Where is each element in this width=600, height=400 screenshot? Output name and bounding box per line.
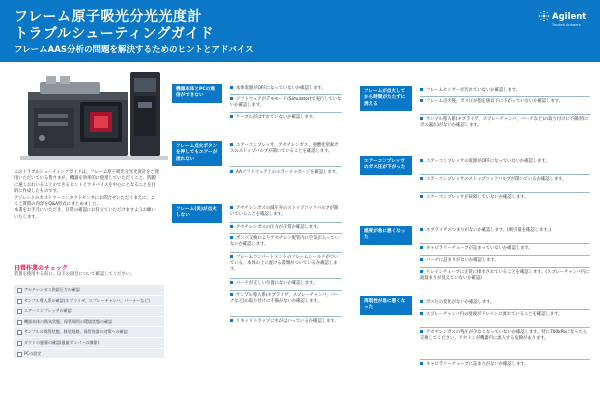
symptom-label-low-sensitivity: 感度が急に悪くなった — [360, 226, 412, 245]
bullet-icon — [420, 228, 423, 231]
agilent-logo — [538, 8, 594, 52]
check-item: エアーコンプレッサのストップコックバルブが開いているか確認します。 — [420, 177, 590, 183]
daily-check-item: PCの設定 — [14, 349, 164, 359]
row-divider — [420, 359, 590, 360]
row-divider — [230, 233, 342, 234]
row-divider — [420, 192, 590, 193]
bullet-icon — [420, 195, 423, 198]
row-divider — [420, 174, 590, 175]
row-divider — [230, 252, 342, 253]
check-item: エアーコンプレッサの電源がOFFになっていないか確認します。 — [420, 159, 590, 165]
bullet-icon — [420, 117, 423, 120]
check-item: ネブライザのつまりがないか確認します。(吸引量を確認します。) — [420, 228, 590, 234]
row-divider — [230, 222, 342, 223]
check-item: ケーブルがはずれていないか確認します。 — [230, 115, 342, 121]
header-banner — [0, 0, 600, 62]
row-divider — [230, 94, 342, 95]
symptom-label-no-air: フレーム点火ボタンを押してもエアーが流れない — [172, 141, 222, 166]
bullet-icon — [420, 258, 423, 261]
bullet-icon — [230, 293, 233, 296]
daily-check-title: 日常作業のチェック — [14, 265, 68, 272]
bullet-icon — [420, 246, 423, 249]
check-item: キャピラリーチューブに詰まりがないか確認します。 — [420, 362, 590, 368]
row-divider — [230, 290, 342, 291]
daily-check-item: 機器本体の換気状態、保管場所の環境状態の確認 — [14, 317, 164, 327]
daily-check-item: アセチレンガス供給圧力の確認 — [14, 285, 164, 295]
symptom-label-poor-reproducibility: 再現性が急に悪くなった — [360, 296, 412, 315]
logo-wordmark: Agilent — [552, 12, 587, 22]
symptom-label-low-air-pressure: エアーコンプレッサのガス圧が下がった — [360, 156, 412, 175]
symptom-label-flame-goes-out: フレームが点火してから時間がたたずに消える — [360, 86, 412, 111]
bullet-icon — [230, 225, 233, 228]
bullet-icon — [420, 88, 423, 91]
check-item: フレームコンパートメントのフレームシールドがついている、本体の上に置ける書類がついているか確認します。 — [230, 255, 339, 272]
intro-paragraph-3: 本書をお手元にいただき、日常の確認にお役立ていただけますようお願いいたします。 — [14, 208, 156, 220]
bullet-icon — [420, 312, 423, 315]
daily-check-item: エアーコンプレッサの確認 — [14, 306, 164, 316]
row-divider — [230, 316, 342, 317]
subtitle: フレームAAS分析の問題を解決するためのヒントとアドバイス — [14, 45, 254, 55]
check-item: サンプル導入系(ネブライザ、スプレーチャンバ、バーナなど)の取り付けに不備(特にガス漏れ)がないか確認します。 — [420, 117, 589, 128]
bullet-icon — [230, 319, 233, 322]
row-divider — [230, 278, 342, 279]
bullet-icon — [420, 99, 423, 102]
check-item: ガス圧の変化がないか確認します。 — [420, 300, 590, 306]
row-divider — [230, 166, 342, 167]
row-divider — [420, 243, 590, 244]
bullet-icon — [230, 86, 233, 89]
check-item: フレーム点火後、ガス圧が指定値以下に下がっていないか確認します。 — [420, 99, 590, 105]
title-line-2: トラブルシューティングガイド — [14, 26, 214, 42]
check-item: アセチレンガスの圧力が正常か確認します。 — [230, 225, 342, 231]
symptom-label-comm-error: 機器本体とPCの通信ができない — [172, 84, 222, 103]
intro-paragraph-2: アジレントのカストマーコンタクトセンタにお問合せいただくまえに、よくご質問の内容をQ&A形式にまとめました。 — [14, 195, 155, 208]
row-divider — [420, 267, 590, 268]
check-item: スプレーチャンバ内の廃液がドレインに流れていることを確認します。 — [420, 312, 590, 318]
row-divider — [420, 114, 590, 115]
daily-check-list — [14, 285, 164, 359]
check-item: リキッドトラップに水がはいっているか確認します。 — [230, 319, 342, 325]
symptom-label-no-ignition: フレーム(炎)が点火しない — [172, 204, 222, 223]
logo-tagline: Trusted Answers — [552, 23, 581, 27]
bullet-icon — [420, 362, 423, 365]
row-divider — [420, 96, 590, 97]
bullet-icon — [420, 330, 423, 333]
spark-logo-icon — [538, 10, 550, 22]
check-item: 本体電源がOFFになっていないか確認します。 — [230, 86, 342, 92]
check-item: ボンベ交換によりアセチレン配管内に空気が入っていないか確認します。 — [230, 236, 339, 247]
daily-check-description: 装置を使用する前に、以下の項目について確認してください。 — [14, 272, 135, 277]
bullet-icon — [230, 255, 233, 258]
title-line-1: フレーム原子吸光分光光度計 — [14, 9, 202, 25]
intro-paragraph-1: このトラブルシューティングガイドは、フレーム原子吸光分光光度計をご使用いただいている皆さまが、機器を効率的に使用していただくこと、問題に速くおわいることのできるヒントとアドバイスを中心にとなることを目的に作成したものです。 — [14, 170, 159, 195]
check-item: サンプル導入系(ネブライザ、スプレーチャンバ、バーナなど)の取り付けに不備がないか確認します。 — [230, 293, 340, 304]
daily-check-item: ダクトの風量の確認(風量ダンパーの調節) — [14, 338, 164, 348]
check-item: アセチレンガスの減圧弁のストップコックバルブが開いていることを確認します。 — [230, 206, 339, 217]
bullet-icon — [420, 270, 423, 273]
daily-check-item: サンプルの保管状態、移送経路、保管容器の対策への確認 — [14, 327, 164, 337]
check-item: エアーコンプレッサ、アセチレンガス、亜酸化窒素ガスのストップバルブが開いていることを確認します。 — [230, 143, 339, 154]
check-item: フレームセンサーが汚れていないか確認します。 — [420, 88, 590, 94]
check-item: バーナに詰まりがないか確認します。 — [420, 258, 590, 264]
instrument-photo — [20, 68, 168, 164]
bullet-icon — [230, 236, 233, 239]
check-item: ドレインチューブに正常に排水されていることを確認します。(スプレーチャンバ内に液溜まりが見えていないか確認) — [420, 270, 590, 281]
row-divider — [420, 327, 590, 328]
check-item: AAソフトウェア上のエラーメッセージを確認します。 — [230, 170, 342, 176]
bullet-icon — [230, 281, 233, 284]
bullet-icon — [230, 143, 233, 146]
check-item: エアーコンプレッサが故障していないか確認します。 — [420, 195, 590, 201]
bullet-icon — [420, 159, 423, 162]
intro-text — [14, 170, 159, 221]
check-item: バーナが正しい位置にないか確認します。 — [230, 281, 342, 287]
check-item: アセチレンガスの残圧が少なくなっていないか確認します。特に700kPaになったら交換してください。アセトンが機器内に流入する危険があります。 — [420, 330, 588, 341]
daily-check-item: サンプル導入系の確認(ネブライザ、スプレーチャンバ、バーナーなど) — [14, 296, 164, 306]
check-item: キャピラリーチューブが詰まっていないか確認します。 — [420, 246, 590, 252]
bullet-icon — [420, 177, 423, 180]
bullet-icon — [420, 300, 423, 303]
row-divider — [230, 112, 342, 113]
bullet-icon — [230, 97, 233, 100]
bullet-icon — [230, 170, 233, 173]
bullet-icon — [230, 206, 233, 209]
row-divider — [420, 255, 590, 256]
bullet-icon — [230, 115, 233, 118]
row-divider — [420, 309, 590, 310]
check-item: ソフトウェアがデモモード(Simulator)で実行していないか確認します。 — [230, 97, 342, 108]
